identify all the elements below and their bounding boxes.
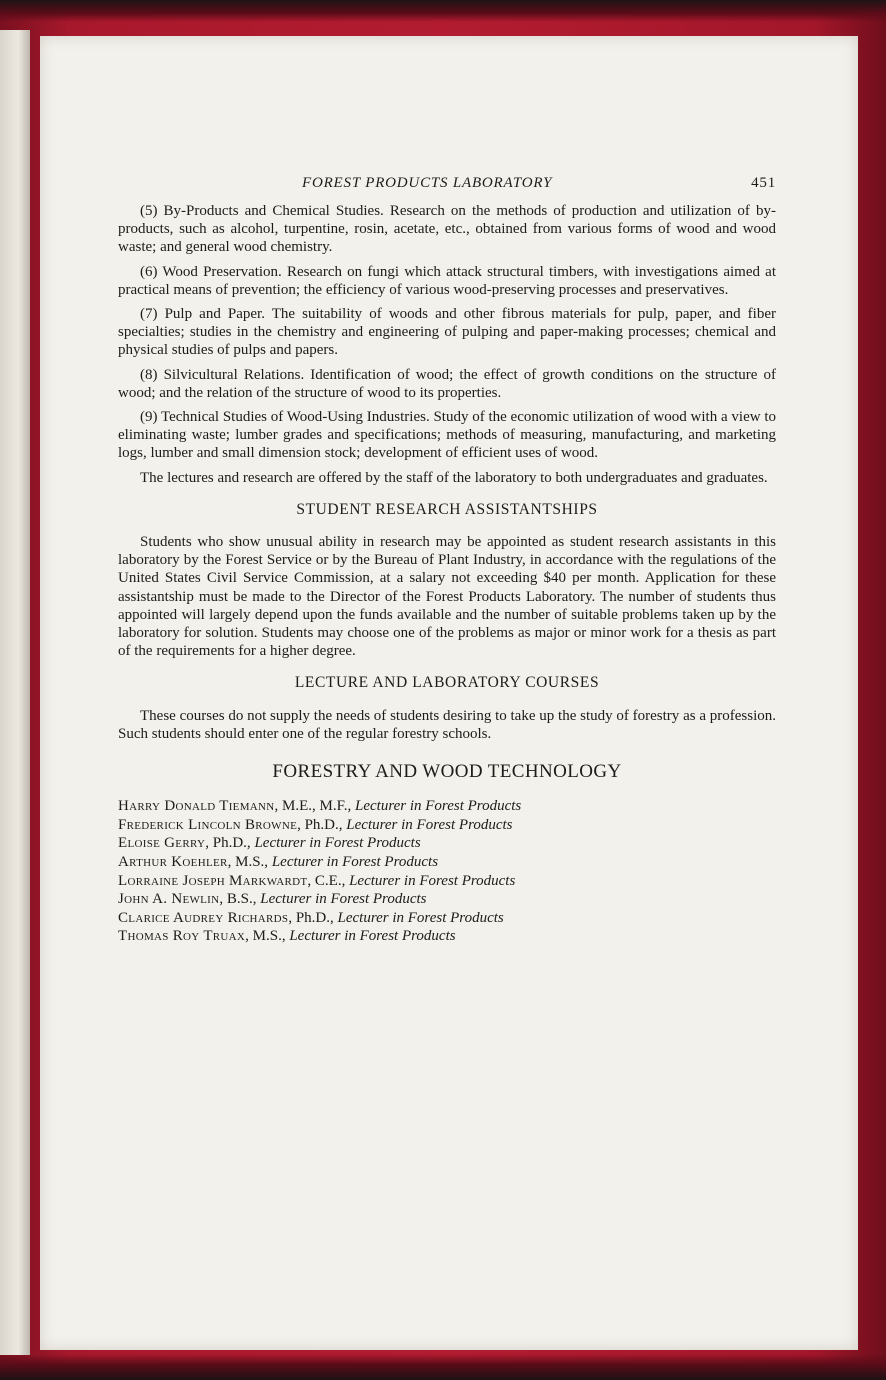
- paragraph-by-products: (5) By-Products and Chemical Studies. Research on the methods of production and utilization of by-products, such as alcohol, turpentine, rosin, acetate, etc., obtained from various forms of wood and wood waste; and general wood chemistry.: [118, 203, 776, 256]
- staff-name: Clarice Audrey Richards: [118, 909, 289, 926]
- staff-title: Lecturer in Forest Products: [349, 872, 516, 889]
- staff-entry: [118, 816, 776, 835]
- running-head: [118, 174, 776, 196]
- staff-entry: [118, 872, 776, 891]
- staff-credentials: , M.S.,: [245, 928, 290, 945]
- staff-name: John A. Newlin: [118, 891, 220, 908]
- cover-top-edge: [0, 0, 886, 22]
- book-page: [40, 36, 858, 1350]
- staff-credentials: , B.S.,: [219, 891, 261, 908]
- staff-title: Lecturer in Forest Products: [260, 891, 427, 908]
- staff-entry: [118, 797, 776, 816]
- paragraph-wood-preservation: (6) Wood Preservation. Research on fungi which attack structural timbers, with investigations aimed at practical means of prevention; the efficiency of various wood-preserving processes and preservatives.: [118, 263, 776, 298]
- staff-name: Eloise Gerry: [118, 835, 206, 852]
- paragraph-lecture-courses: These courses do not supply the needs of students desiring to take up the study of forestry as a profession. Such students should enter one of the regular forestry schools.: [118, 707, 776, 742]
- staff-list: [118, 797, 776, 946]
- staff-title: Lecturer in Forest Products: [337, 909, 504, 926]
- staff-entry: [118, 853, 776, 872]
- staff-entry: [118, 909, 776, 928]
- staff-credentials: , C.E.,: [307, 872, 350, 889]
- staff-title: Lecturer in Forest Products: [271, 854, 439, 871]
- running-title: FOREST PRODUCTS LABORATORY: [302, 175, 553, 191]
- section-heading-student-research: STUDENT RESEARCH ASSISTANTSHIPS: [296, 500, 598, 518]
- facing-page-edge: [0, 30, 30, 1355]
- staff-title: Lecturer in Forest Products: [355, 798, 522, 815]
- paragraph-technical-studies: (9) Technical Studies of Wood-Using Industries. Study of the economic utilization of wood with a view to eliminating waste; lumber grades and specifications; methods of measuring, manufacturing, and marketing logs, lumber and small dimension stock; development of efficient uses of wood.: [118, 409, 776, 462]
- staff-name: Arthur Koehler: [118, 854, 228, 871]
- staff-name: Harry Donald Tiemann: [118, 798, 275, 815]
- staff-entry: [118, 834, 776, 853]
- staff-credentials: , Ph.D.,: [288, 909, 338, 926]
- staff-credentials: , M.E., M.F.,: [274, 798, 355, 815]
- page-number: 451: [751, 175, 776, 191]
- staff-title: Lecturer in Forest Products: [289, 928, 456, 945]
- page-content: [118, 174, 776, 946]
- staff-credentials: , M.S.,: [227, 854, 272, 871]
- staff-title: Lecturer in Forest Products: [346, 816, 513, 833]
- paragraph-silvicultural-relations: (8) Silvicultural Relations. Identification of wood; the effect of growth conditions on the structure of wood; and the relation of the structure of wood to its properties.: [118, 366, 776, 401]
- paragraph-student-research: Students who show unusual ability in research may be appointed as student research assistants in this laboratory by the Forest Service or by the Bureau of Plant Industry, in accordance with the regulations of the United States Civil Service Commission, at a salary not exceeding $40 per month. Application for these assistantship must be made to the Director of the Forest Products Laboratory. The number of students thus appointed will largely depend upon the funds available and the number of suitable problems taken up by the laboratory for solution. Students may choose one of the problems as major or minor work for a thesis as part of the requirements for a higher degree.: [118, 534, 776, 660]
- staff-title: Lecturer in Forest Products: [254, 835, 421, 852]
- staff-credentials: , Ph.D.,: [297, 816, 347, 833]
- staff-name: Frederick Lincoln Browne: [118, 816, 298, 833]
- paragraph-pulp-and-paper: (7) Pulp and Paper. The suitability of woods and other fibrous materials for pulp, paper, and fiber specialties; studies in the chemistry and engineering of pulping and paper-making processes; chemical and physical studies of pulps and papers.: [118, 306, 776, 359]
- cover-bottom-edge: [0, 1354, 886, 1380]
- staff-credentials: , Ph.D.,: [205, 835, 255, 852]
- paragraph-lectures-offered: The lectures and research are offered by the staff of the laboratory to both undergraduates and graduates.: [140, 469, 768, 486]
- staff-entry: [118, 927, 776, 946]
- staff-name: Thomas Roy Truax: [118, 928, 246, 945]
- staff-entry: [118, 890, 776, 909]
- staff-name: Lorraine Joseph Markwardt: [118, 872, 308, 889]
- section-heading-forestry: FORESTRY AND WOOD TECHNOLOGY: [272, 761, 622, 783]
- section-heading-lecture-courses: LECTURE AND LABORATORY COURSES: [294, 674, 600, 692]
